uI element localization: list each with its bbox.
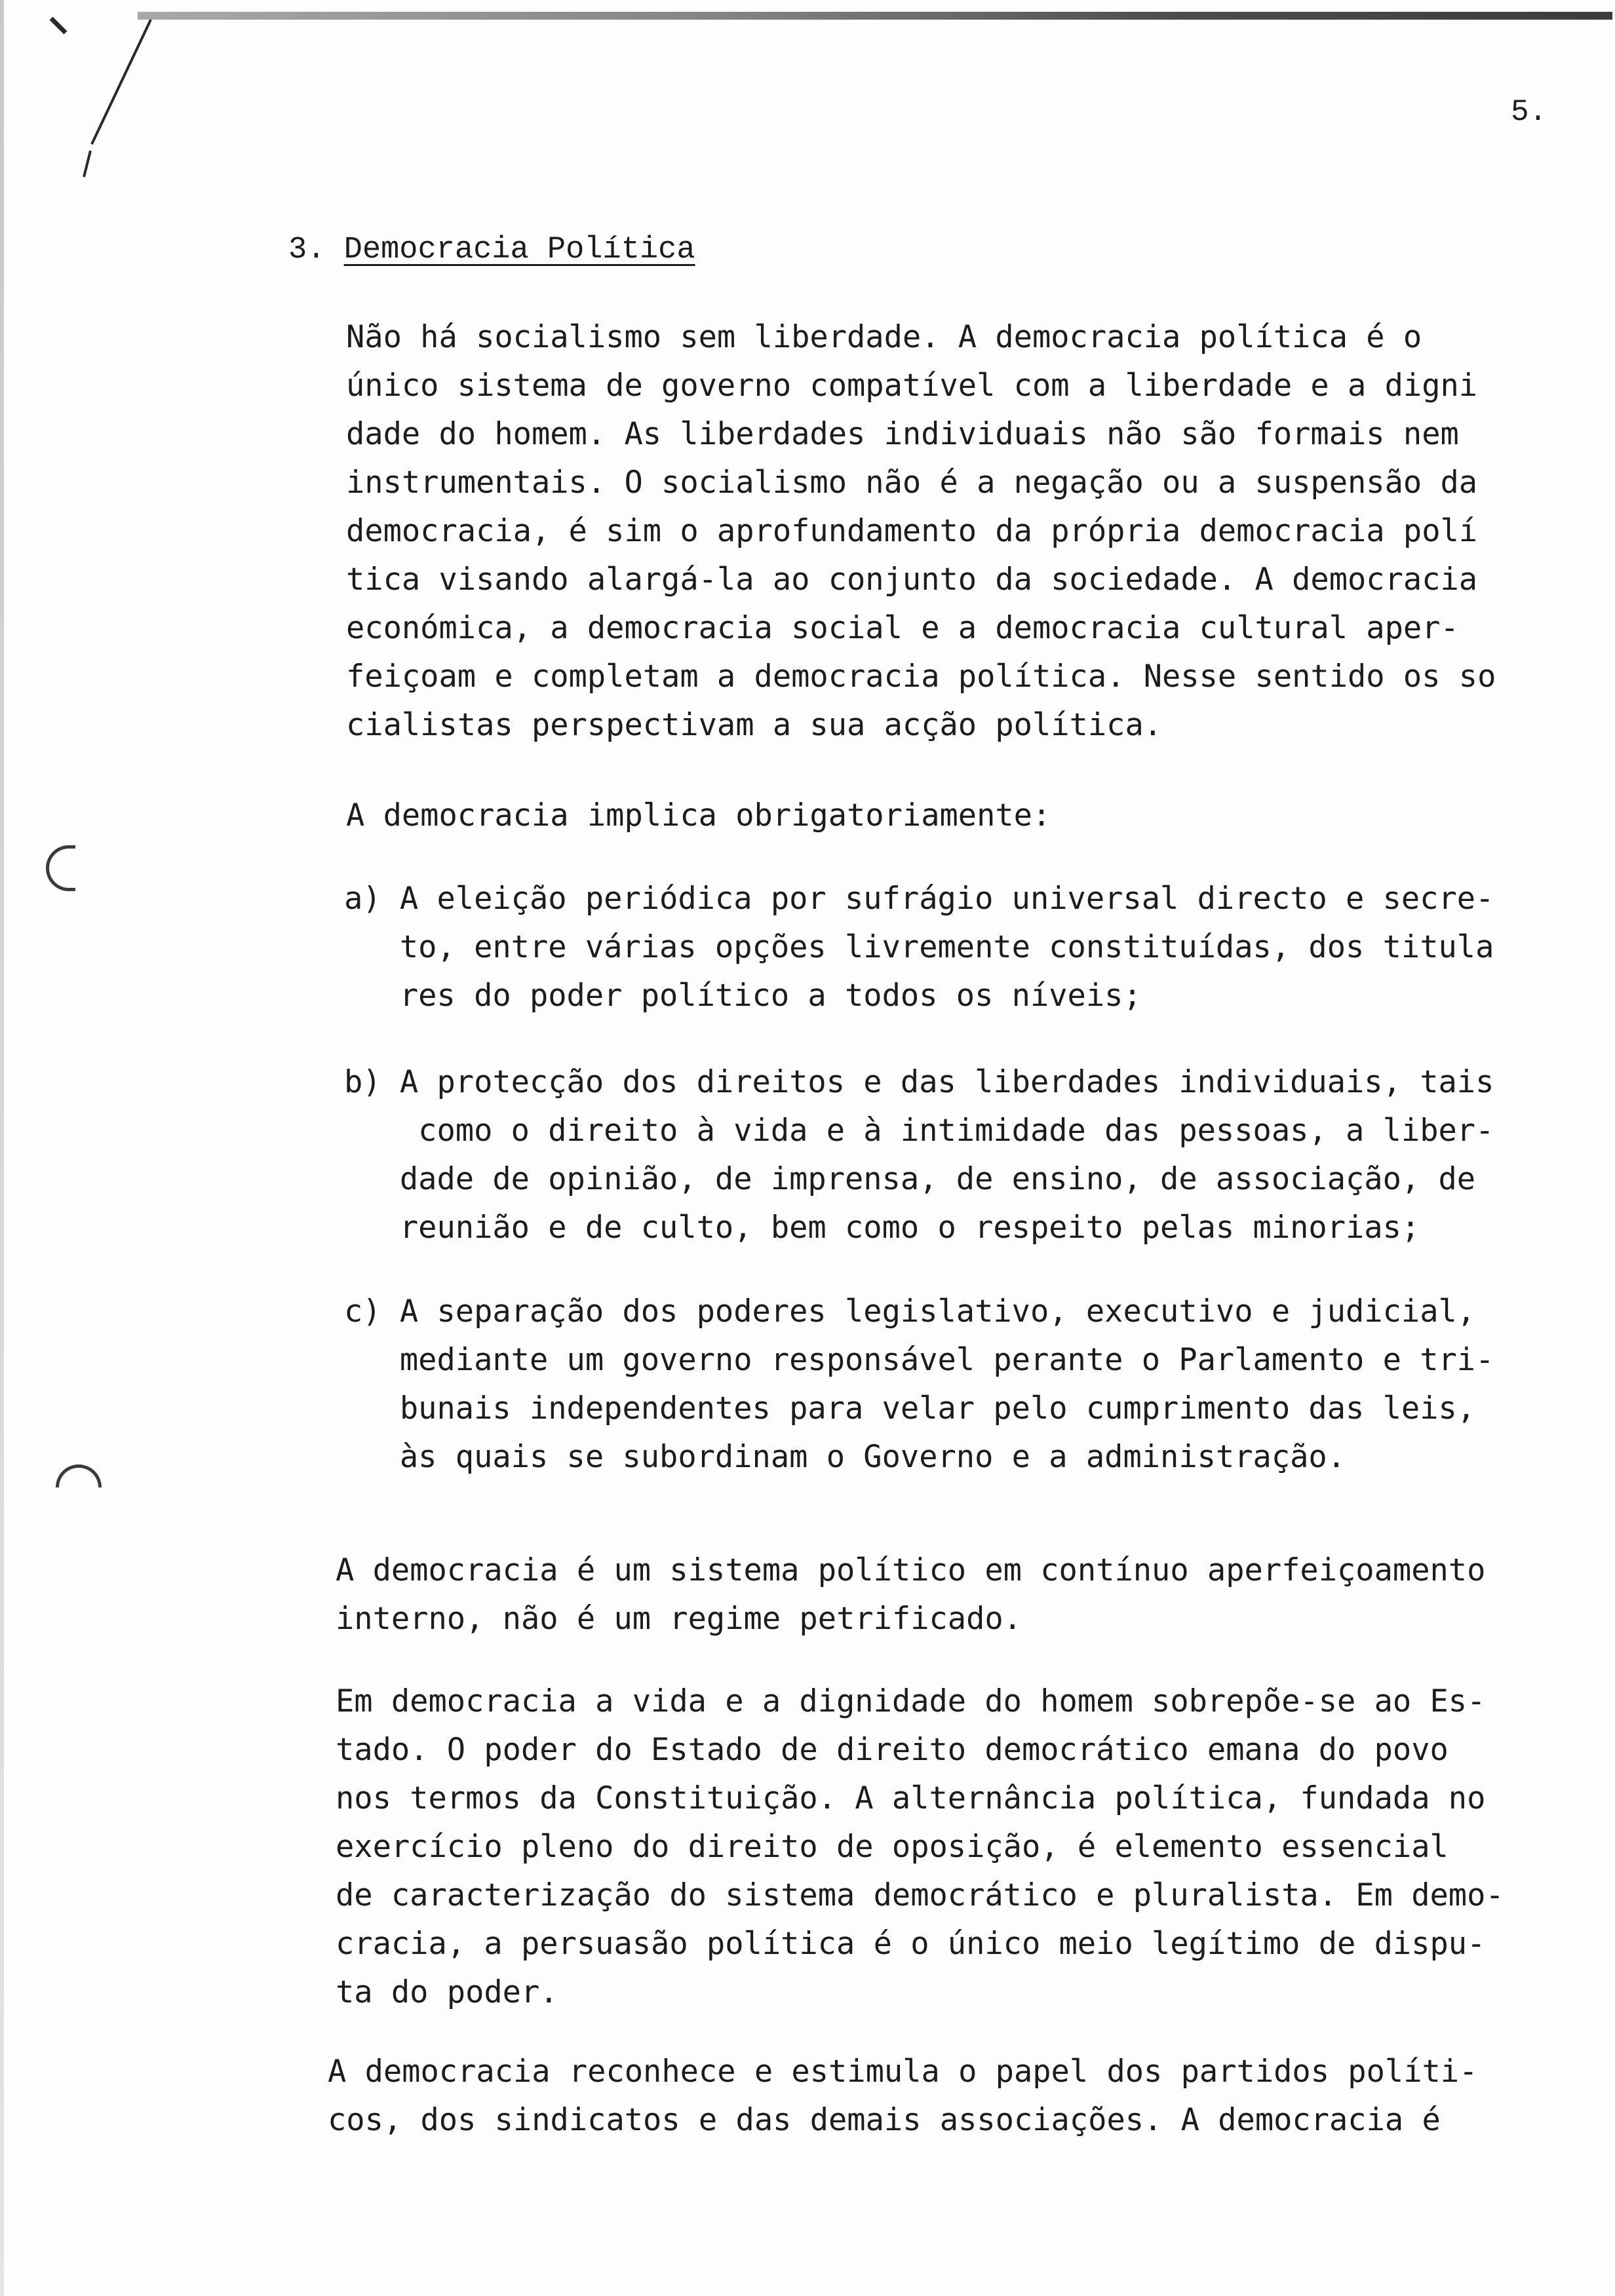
corner-slash-mark: [39, 13, 157, 210]
text-line: cracia, a persuasão política é o único meio legítimo de dispu-: [336, 1926, 1486, 1962]
text-line: c) A separação dos poderes legislativo, executivo e judicial,: [344, 1293, 1476, 1330]
text-line: económica, a democracia social e a democracia cultural aper-: [346, 610, 1459, 646]
text-line: A democracia implica obrigatoriamente:: [346, 797, 1051, 833]
text-line: A democracia é um sistema político em contínuo aperfeiçoamento: [336, 1552, 1486, 1588]
section-heading: [288, 233, 695, 267]
text-line: dade de opinião, de imprensa, de ensino, de associação, de: [344, 1161, 1476, 1197]
scan-top-rule: [138, 12, 1612, 20]
text-line: dade do homem. As liberdades individuais não são formais nem: [346, 416, 1459, 452]
list-item-c: [344, 1288, 1494, 1482]
page-number: 5.: [1511, 95, 1547, 129]
text-line: Não há socialismo sem liberdade. A democracia política é o: [346, 319, 1422, 355]
punch-hole-mark: [56, 1464, 102, 1487]
paragraph-parties: [328, 2048, 1477, 2145]
text-line: mediante um governo responsável perante o Parlamento e tri-: [344, 1342, 1494, 1378]
text-line: às quais se subordinam o Governo e a administração.: [344, 1439, 1346, 1475]
text-line: tica visando alargá-la ao conjunto da sociedade. A democracia: [346, 562, 1478, 598]
text-line: a) A eleição periódica por sufrágio universal directo e secre-: [344, 881, 1494, 917]
text-line: b) A protecção dos direitos e das liberdades individuais, tais: [344, 1064, 1494, 1100]
text-line: cos, dos sindicatos e das demais associações. A democracia é: [328, 2102, 1441, 2138]
scan-edge-shadow: [0, 0, 4, 2296]
text-line: A democracia reconhece e estimula o papel dos partidos políti-: [328, 2054, 1478, 2090]
text-line: único sistema de governo compatível com a liberdade e a digni: [346, 368, 1478, 404]
text-line: exercício pleno do direito de oposição, é elemento essencial: [336, 1829, 1449, 1865]
section-number: 3.: [288, 233, 326, 267]
text-line: ta do poder.: [336, 1974, 558, 2010]
text-line: Em democracia a vida e a dignidade do homem sobrepõe-se ao Es-: [336, 1683, 1486, 1719]
text-line: democracia, é sim o aprofundamento da própria democracia polí: [346, 513, 1478, 549]
paragraph-implies: [346, 792, 1051, 840]
punch-hole-mark: [46, 845, 75, 891]
paragraph-dignity: [336, 1677, 1504, 2017]
section-title: Democracia Política: [343, 233, 695, 267]
text-line: res do poder político a todos os níveis;: [344, 978, 1142, 1014]
text-line: bunais independentes para velar pelo cumprimento das leis,: [344, 1390, 1476, 1426]
text-line: nos termos da Constituição. A alternância política, fundada no: [336, 1780, 1486, 1816]
paragraph-continuous: [336, 1546, 1485, 1643]
text-line: feiçoam e completam a democracia política. Nesse sentido os so: [346, 659, 1496, 695]
list-item-a: [344, 875, 1494, 1020]
paragraph-intro: [346, 313, 1496, 750]
text-line: como o direito à vida e à intimidade das pessoas, a liber-: [344, 1113, 1494, 1149]
text-line: interno, não é um regime petrificado.: [336, 1601, 1022, 1637]
text-line: de caracterização do sistema democrático e pluralista. Em demo-: [336, 1877, 1504, 1913]
text-line: cialistas perspectivam a sua acção política.: [346, 707, 1163, 743]
text-line: reunião e de culto, bem como o respeito pelas minorias;: [344, 1210, 1420, 1246]
text-line: instrumentais. O socialismo não é a negação ou a suspensão da: [346, 465, 1478, 501]
text-line: tado. O poder do Estado de direito democrático emana do povo: [336, 1732, 1449, 1768]
text-line: to, entre várias opções livremente constituídas, dos titula: [344, 929, 1494, 965]
list-item-b: [344, 1058, 1494, 1252]
